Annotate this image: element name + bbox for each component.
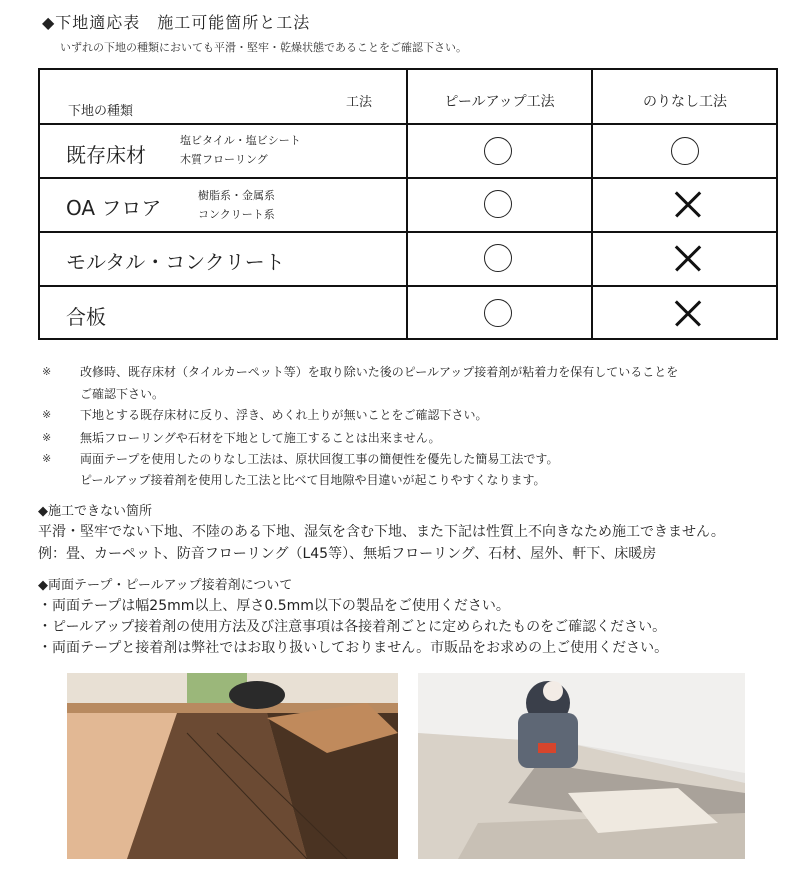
section-text: ・両面テープと接着剤は弊社ではお取り扱いしておりません。市販品をお求めの上ご使用ください。 [38, 640, 669, 656]
row-subtext: 塩ビタイル・塩ビシート [180, 134, 301, 147]
cross-icon [674, 244, 702, 272]
row-name: モルタル・コンクリート [66, 250, 285, 274]
note-mark: ※ [42, 431, 52, 444]
table-divider [40, 123, 776, 125]
header-norinashi: のりなし工法 [643, 94, 727, 110]
page-title: ◆下地適応表 施工可能箇所と工法 [42, 13, 311, 32]
note-text: 無垢フローリングや石材を下地として施工することは出来ません。 [80, 431, 441, 445]
note-mark: ※ [42, 452, 52, 465]
note-text: 両面テープを使用したのりなし工法は、原状回復工事の簡便性を優先した簡易工法です。 [80, 452, 559, 466]
header-method: 工法 [346, 95, 373, 110]
circle-icon [484, 299, 512, 327]
photo-plank-laying [418, 673, 745, 859]
circle-icon [484, 137, 512, 165]
note-text: ピールアップ接着剤を使用した工法と比べて目地隙や目違いが起こりやすくなります。 [80, 473, 546, 487]
cross-icon [674, 299, 702, 327]
substrate-table [38, 68, 778, 340]
section-text: ・両面テープは幅25mm以上、厚さ0.5mm以下の製品をご使用ください。 [38, 598, 510, 614]
circle-icon [484, 244, 512, 272]
table-divider [40, 177, 776, 179]
table-divider [40, 285, 776, 287]
section-heading: ◆施工できない箇所 [38, 504, 152, 519]
note-mark: ※ [42, 408, 52, 421]
table-divider [40, 231, 776, 233]
row-name: OA フロア [66, 196, 162, 220]
note-text: 下地とする既存床材に反り、浮き、めくれ上りが無いことをご確認下さい。 [80, 408, 488, 422]
header-substrate-kind: 下地の種類 [68, 104, 134, 119]
photo-flooring-installation [67, 673, 398, 859]
photo-image [418, 673, 745, 859]
header-peelup: ピールアップ工法 [444, 94, 555, 110]
page-subtitle: いずれの下地の種類においても平滑・堅牢・乾燥状態であることをご確認下さい。 [60, 41, 467, 54]
note-text: ご確認下さい。 [80, 387, 165, 401]
circle-icon [484, 190, 512, 218]
section-heading: ◆両面テープ・ピールアップ接着剤について [38, 578, 293, 593]
note-mark: ※ [42, 365, 52, 378]
row-subtext: コンクリート系 [198, 208, 275, 221]
circle-icon [671, 137, 699, 165]
cross-icon [674, 190, 702, 218]
section-text: ・ピールアップ接着剤の使用方法及び注意事項は各接着剤ごとに定められたものをご確認ください。 [38, 619, 667, 635]
row-name: 合板 [66, 305, 106, 329]
row-subtext: 木質フローリング [180, 153, 268, 166]
photo-image [67, 673, 398, 859]
row-name: 既存床材 [66, 143, 146, 167]
section-text: 平滑・堅牢でない下地、不陸のある下地、湿気を含む下地、また下記は性質上不向きなため施工できません。 [38, 524, 725, 540]
note-text: 改修時、既存床材（タイルカーペット等）を取り除いた後のピールアップ接着剤が粘着力を保有していることを [80, 365, 679, 379]
row-subtext: 樹脂系・金属系 [198, 189, 275, 202]
section-text: 例：畳、カーペット、防音フローリング（L45等）、無垢フローリング、石材、屋外、軒下、床暖房 [38, 546, 657, 562]
